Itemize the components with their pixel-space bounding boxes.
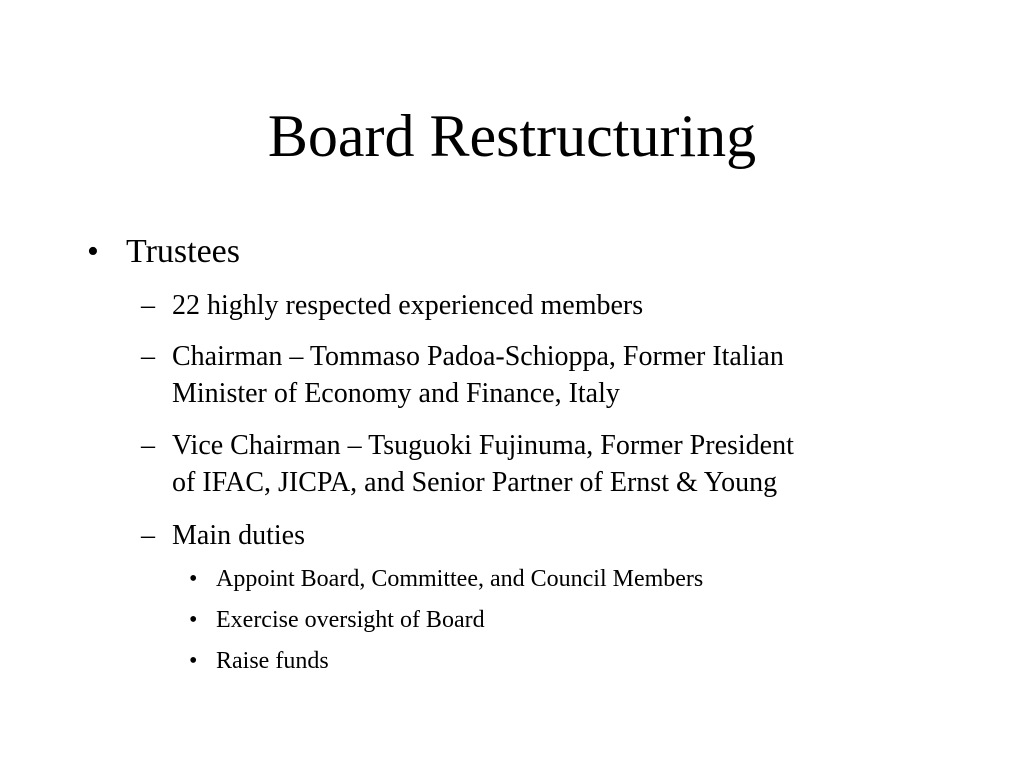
dash-icon: – <box>141 290 155 321</box>
bullet-icon: • <box>189 607 198 633</box>
dash-icon: – <box>141 341 155 372</box>
duty-text: Raise funds <box>216 648 329 674</box>
bullet-text: Trustees <box>126 233 240 270</box>
sub-bullet-text <box>172 338 952 412</box>
bullet-icon: • <box>87 233 99 270</box>
sub-bullet-line: Vice Chairman – Tsuguoki Fujinuma, Former President <box>172 430 794 461</box>
duty-text: Exercise oversight of Board <box>216 607 485 633</box>
bullet-icon: • <box>189 566 198 592</box>
sub-bullet-text <box>172 427 952 501</box>
sub-bullet-line: Minister of Economy and Finance, Italy <box>172 378 620 409</box>
slide-title: Board Restructuring <box>267 103 757 169</box>
dash-icon: – <box>141 430 155 461</box>
dash-icon: – <box>141 520 155 551</box>
sub-bullet-line: Chairman – Tommaso Padoa-Schioppa, Former Italian <box>172 341 784 372</box>
duty-text: Appoint Board, Committee, and Council Members <box>216 566 704 592</box>
bullet-icon: • <box>189 648 198 674</box>
sub-bullet-text: Main duties <box>172 520 305 551</box>
sub-bullet-line: of IFAC, JICPA, and Senior Partner of Ernst & Young <box>172 467 778 498</box>
sub-bullet-text: 22 highly respected experienced members <box>172 290 644 321</box>
